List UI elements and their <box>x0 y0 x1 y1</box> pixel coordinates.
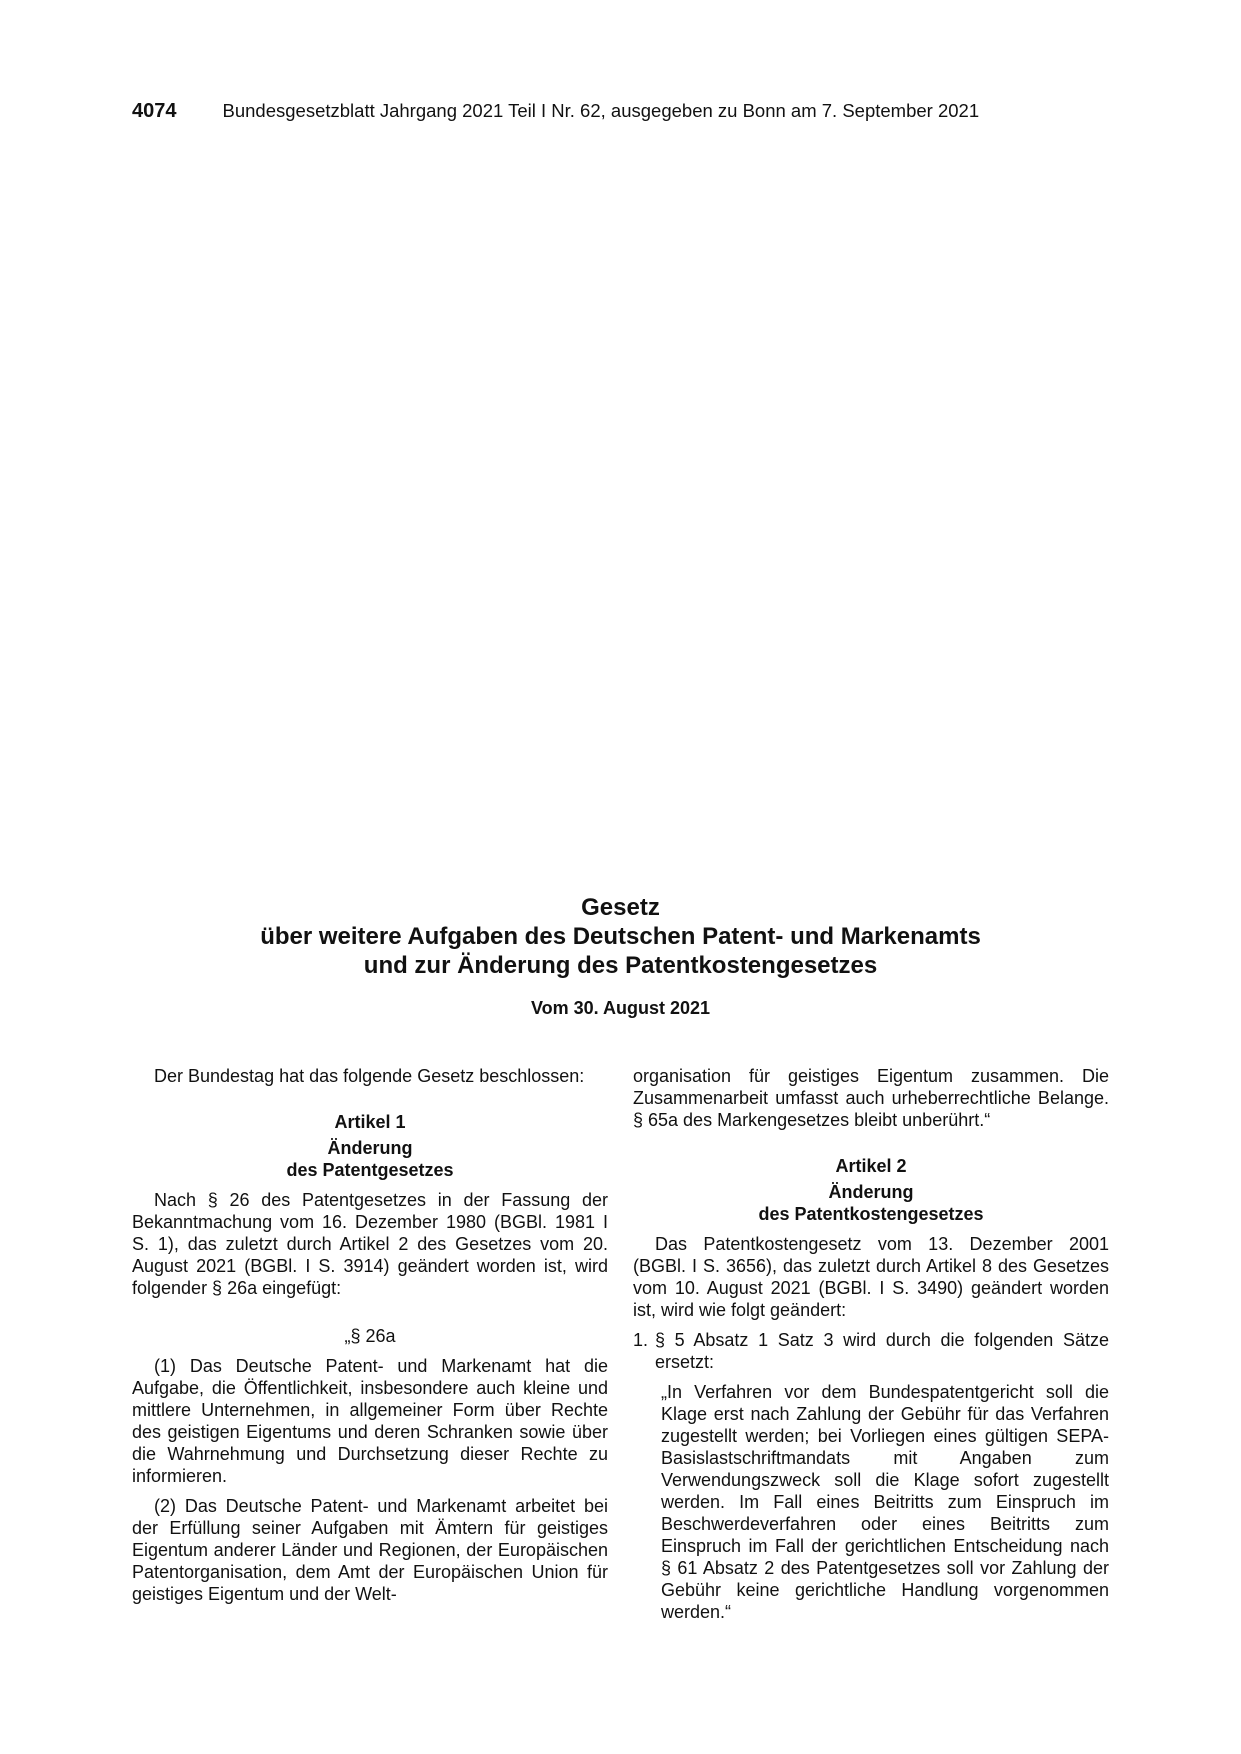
artikel-2-body: Das Patentkostengesetz vom 13. Dezember 2001 (BGBl. I S. 3656), das zuletzt durch Artikel 8 des Gesetzes vom 10. August 2021 (BGBl. I S. 3490) geändert worden ist, wird wie folgt geändert: <box>633 1234 1109 1320</box>
left-column <box>132 1065 608 1605</box>
artikel-1-body: Nach § 26 des Patentgesetzes in der Fassung der Bekanntmachung vom 16. Dezember 1980 (BGBl. 1981 I S. 1), das zuletzt durch Artikel 2 des Gesetzes vom 20. August 2021 (BGBl. I S. 3914) geändert worden ist, wird folgender § 26a eingefügt: <box>132 1190 608 1298</box>
running-header <box>132 100 979 123</box>
section-26a-label: „§ 26a <box>344 1326 396 1346</box>
artikel-1-heading-line-1: Änderung <box>327 1138 413 1158</box>
artikel-1-label: Artikel 1 <box>334 1112 406 1132</box>
artikel-2-heading-line-1: Änderung <box>828 1182 914 1202</box>
law-title <box>0 893 1241 980</box>
amendment-item-1-number: 1. <box>633 1330 649 1350</box>
artikel-1-heading-line-2: des Patentgesetzes <box>286 1160 454 1180</box>
title-line-1: Gesetz <box>581 894 660 921</box>
right-column <box>633 1065 1109 1623</box>
section-26a-paragraph-2-continued: organisation für geistiges Eigentum zusammen. Die Zusammenarbeit umfasst auch urheberrechtliche Belange. § 65a des Markengesetzes bleibt unberührt.“ <box>633 1066 1109 1130</box>
amendment-item-1 <box>633 1329 1109 1373</box>
law-date: Vom 30. August 2021 <box>530 998 711 1018</box>
amendment-item-1-quote: „In Verfahren vor dem Bundespatentgericht soll die Klage erst nach Zahlung der Gebühr für das Verfahren zugestellt werden; bei Vorliegen eines gültigen SEPA-Basislastschriftmandats mit Angaben zum Verwendungszweck soll die Klage sofort zugestellt werden. Im Fall eines Beitritts zum Einspruch im Beschwerdeverfahren oder eines Beitritts zum Einspruch im Fall der gerichtlichen Entscheidung nach § 61 Absatz 2 des Patentgesetzes soll vor Zahlung der Gebühr keine gerichtliche Handlung vorgenommen werden.“ <box>661 1382 1109 1622</box>
artikel-2-label: Artikel 2 <box>835 1156 907 1176</box>
amendment-item-1-text: § 5 Absatz 1 Satz 3 wird durch die folgenden Sätze ersetzt: <box>655 1330 1109 1372</box>
page-number: 4074 <box>132 100 177 122</box>
title-line-2: über weitere Aufgaben des Deutschen Patent- und Markenamts <box>260 923 981 950</box>
section-26a-paragraph-2: (2) Das Deutsche Patent- und Markenamt arbeitet bei der Erfüllung seiner Aufgaben mit Ämtern für geistiges Eigentum anderer Länder und Regionen, der Europäischen Patentorganisation, dem Amt der Europäischen Union für geistiges Eigentum und der Welt- <box>132 1496 608 1604</box>
section-26a-paragraph-1: (1) Das Deutsche Patent- und Markenamt hat die Aufgabe, die Öffentlichkeit, insbesondere auch kleine und mittlere Unternehmen, in allgemeiner Form über Rechte des geistigen Eigentums und deren Schranken sowie über die Wahrnehmung und Durchsetzung dieser Rechte zu informieren. <box>132 1356 608 1486</box>
publication-line: Bundesgesetzblatt Jahrgang 2021 Teil I Nr. 62, ausgegeben zu Bonn am 7. September 2021 <box>222 100 980 121</box>
title-line-3: und zur Änderung des Patentkostengesetzes <box>363 952 878 979</box>
enactment-clause: Der Bundestag hat das folgende Gesetz beschlossen: <box>154 1066 585 1086</box>
artikel-2-heading-line-2: des Patentkostengesetzes <box>758 1204 984 1224</box>
